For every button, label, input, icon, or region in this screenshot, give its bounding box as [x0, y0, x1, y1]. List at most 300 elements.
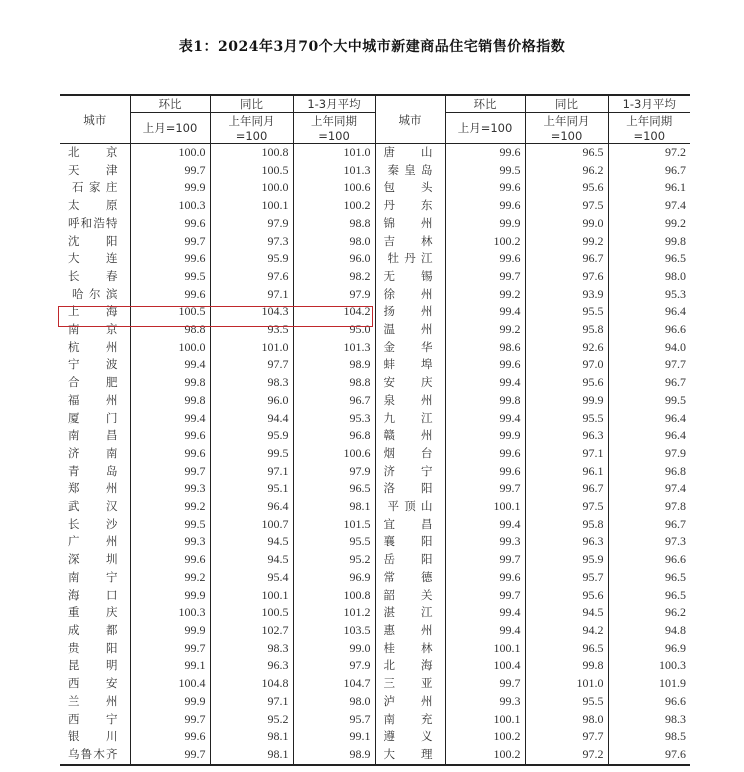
left-city-cell	[60, 693, 130, 711]
right-yoy-cell: 99.0	[525, 215, 608, 233]
right-yoy-cell: 94.2	[525, 622, 608, 640]
city-name: 徐州	[383, 286, 433, 301]
table-row	[60, 356, 690, 374]
city-name: 遵义	[383, 729, 433, 744]
city-name: 北京	[68, 145, 118, 159]
header-city-right: 城市	[375, 95, 445, 144]
right-mom-cell: 99.6	[445, 463, 525, 481]
city-name: 赣州	[383, 428, 433, 443]
left-avg-cell: 95.2	[293, 551, 375, 569]
left-avg-cell: 103.5	[293, 622, 375, 640]
right-avg-cell: 96.2	[608, 604, 690, 622]
left-mom-cell: 99.8	[130, 374, 210, 392]
right-city-cell	[375, 693, 445, 711]
table-row	[60, 480, 690, 498]
right-avg-cell: 96.6	[608, 551, 690, 569]
left-mom-cell: 100.3	[130, 604, 210, 622]
right-city-cell	[375, 604, 445, 622]
right-yoy-cell: 95.8	[525, 321, 608, 339]
left-mom-cell: 99.1	[130, 657, 210, 675]
city-name: 岳阳	[383, 552, 433, 567]
left-city-cell	[60, 427, 130, 445]
left-city-cell	[60, 179, 130, 197]
city-name: 烟台	[383, 445, 433, 460]
left-city-cell	[60, 480, 130, 498]
left-city-cell	[60, 746, 130, 765]
right-yoy-cell: 96.3	[525, 427, 608, 445]
table-row	[60, 303, 690, 321]
city-name: 大连	[68, 251, 118, 266]
left-mom-cell: 99.6	[130, 250, 210, 268]
right-avg-cell: 96.4	[608, 303, 690, 321]
header-row-1	[60, 95, 690, 113]
right-mom-cell: 99.7	[445, 551, 525, 569]
city-name: 长春	[68, 268, 118, 283]
table-row	[60, 197, 690, 215]
city-name: 无锡	[383, 268, 433, 283]
left-city-cell	[60, 463, 130, 481]
right-mom-cell: 99.3	[445, 533, 525, 551]
left-mom-cell: 99.5	[130, 516, 210, 534]
city-name: 温州	[383, 322, 433, 337]
right-yoy-cell: 96.2	[525, 162, 608, 180]
right-mom-cell: 99.6	[445, 144, 525, 162]
right-yoy-cell: 96.1	[525, 463, 608, 481]
city-name: 上海	[68, 304, 118, 319]
right-city-cell	[375, 675, 445, 693]
right-yoy-cell: 95.5	[525, 410, 608, 428]
city-name: 安庆	[383, 375, 433, 390]
city-name: 银川	[68, 729, 118, 744]
left-avg-cell: 98.1	[293, 498, 375, 516]
left-avg-cell: 95.3	[293, 410, 375, 428]
table-row	[60, 321, 690, 339]
left-avg-cell: 98.8	[293, 215, 375, 233]
right-yoy-cell: 99.9	[525, 392, 608, 410]
city-name: 韶关	[383, 587, 433, 602]
right-yoy-cell: 97.5	[525, 498, 608, 516]
right-mom-cell: 99.6	[445, 197, 525, 215]
left-yoy-cell: 96.0	[210, 392, 293, 410]
right-city-cell	[375, 551, 445, 569]
table-row	[60, 657, 690, 675]
right-yoy-cell: 94.5	[525, 604, 608, 622]
city-name: 沈阳	[68, 233, 118, 248]
left-city-cell	[60, 268, 130, 286]
city-name: 九江	[383, 410, 433, 425]
left-yoy-cell: 98.1	[210, 746, 293, 765]
right-city-cell	[375, 233, 445, 251]
right-city-cell	[375, 516, 445, 534]
left-yoy-cell: 99.5	[210, 445, 293, 463]
left-city-cell	[60, 250, 130, 268]
table-row	[60, 250, 690, 268]
right-city-cell	[375, 498, 445, 516]
left-city-cell	[60, 604, 130, 622]
left-avg-cell: 101.3	[293, 162, 375, 180]
city-name: 牡丹江	[387, 251, 433, 266]
left-avg-cell: 97.9	[293, 286, 375, 304]
table-row	[60, 728, 690, 746]
left-avg-cell: 99.1	[293, 728, 375, 746]
right-mom-cell: 99.7	[445, 268, 525, 286]
right-yoy-cell: 97.1	[525, 445, 608, 463]
left-mom-cell: 99.2	[130, 498, 210, 516]
left-mom-cell: 99.9	[130, 179, 210, 197]
right-mom-cell: 99.3	[445, 693, 525, 711]
table-row	[60, 339, 690, 357]
right-yoy-cell: 97.0	[525, 356, 608, 374]
right-mom-cell: 99.7	[445, 480, 525, 498]
header-avg-left: 1-3月平均	[293, 95, 375, 113]
left-avg-cell: 104.7	[293, 675, 375, 693]
left-yoy-cell: 95.1	[210, 480, 293, 498]
city-name: 洛阳	[383, 481, 433, 496]
left-yoy-cell: 93.5	[210, 321, 293, 339]
city-name: 重庆	[68, 605, 118, 620]
left-mom-cell: 99.8	[130, 392, 210, 410]
right-yoy-cell: 99.8	[525, 657, 608, 675]
left-mom-cell: 99.6	[130, 728, 210, 746]
left-city-cell	[60, 498, 130, 516]
right-mom-cell: 99.4	[445, 604, 525, 622]
table-row	[60, 144, 690, 162]
left-avg-cell: 99.0	[293, 640, 375, 658]
right-city-cell	[375, 587, 445, 605]
left-avg-cell: 100.6	[293, 179, 375, 197]
right-mom-cell: 99.4	[445, 622, 525, 640]
left-mom-cell: 99.3	[130, 533, 210, 551]
right-avg-cell: 98.3	[608, 711, 690, 729]
right-avg-cell: 97.2	[608, 144, 690, 162]
left-city-cell	[60, 144, 130, 162]
right-avg-cell: 100.3	[608, 657, 690, 675]
city-name: 哈尔滨	[72, 286, 118, 301]
header-mom-base-left: 上月=100	[130, 113, 210, 144]
header-avg-base-left: 上年同期=100	[293, 113, 375, 144]
left-mom-cell: 99.9	[130, 587, 210, 605]
city-name: 大理	[383, 746, 433, 761]
left-mom-cell: 98.8	[130, 321, 210, 339]
left-city-cell	[60, 675, 130, 693]
right-yoy-cell: 96.7	[525, 250, 608, 268]
left-mom-cell: 99.6	[130, 427, 210, 445]
table-row	[60, 268, 690, 286]
header-yoy-base-left: 上年同月=100	[210, 113, 293, 144]
left-avg-cell: 98.8	[293, 374, 375, 392]
right-yoy-cell: 97.7	[525, 728, 608, 746]
city-name: 西宁	[68, 711, 118, 726]
left-mom-cell: 100.3	[130, 197, 210, 215]
city-name: 昆明	[68, 658, 118, 673]
city-name: 太原	[68, 198, 118, 213]
table-row	[60, 374, 690, 392]
left-city-cell	[60, 587, 130, 605]
right-city-cell	[375, 197, 445, 215]
right-mom-cell: 99.6	[445, 250, 525, 268]
right-mom-cell: 99.2	[445, 321, 525, 339]
left-mom-cell: 99.9	[130, 693, 210, 711]
city-name: 南昌	[68, 428, 118, 443]
left-mom-cell: 99.4	[130, 410, 210, 428]
left-avg-cell: 97.9	[293, 463, 375, 481]
right-yoy-cell: 92.6	[525, 339, 608, 357]
left-city-cell	[60, 303, 130, 321]
left-avg-cell: 101.2	[293, 604, 375, 622]
table-row	[60, 640, 690, 658]
left-city-cell	[60, 533, 130, 551]
right-avg-cell: 97.4	[608, 480, 690, 498]
left-city-cell	[60, 711, 130, 729]
left-mom-cell: 99.6	[130, 551, 210, 569]
city-name: 丹东	[383, 198, 433, 213]
table-row	[60, 215, 690, 233]
left-mom-cell: 99.6	[130, 286, 210, 304]
right-city-cell	[375, 445, 445, 463]
city-name: 乌鲁木齐	[68, 746, 118, 761]
right-mom-cell: 99.8	[445, 392, 525, 410]
right-avg-cell: 99.2	[608, 215, 690, 233]
right-avg-cell: 96.4	[608, 410, 690, 428]
city-name: 吉林	[383, 233, 433, 248]
left-yoy-cell: 100.1	[210, 587, 293, 605]
city-name: 海口	[68, 587, 118, 602]
right-avg-cell: 96.7	[608, 162, 690, 180]
left-yoy-cell: 94.4	[210, 410, 293, 428]
left-city-cell	[60, 569, 130, 587]
right-yoy-cell: 101.0	[525, 675, 608, 693]
left-city-cell	[60, 233, 130, 251]
left-yoy-cell: 98.3	[210, 374, 293, 392]
city-name: 秦皇岛	[387, 162, 433, 177]
left-city-cell	[60, 657, 130, 675]
city-name: 南京	[68, 322, 118, 337]
header-yoy-base-right: 上年同月=100	[525, 113, 608, 144]
left-avg-cell: 96.7	[293, 392, 375, 410]
city-name: 唐山	[383, 145, 433, 159]
city-name: 呼和浩特	[68, 215, 118, 230]
left-city-cell	[60, 516, 130, 534]
right-city-cell	[375, 250, 445, 268]
header-yoy-left: 同比	[210, 95, 293, 113]
right-mom-cell: 99.9	[445, 215, 525, 233]
table-row	[60, 392, 690, 410]
right-city-cell	[375, 286, 445, 304]
left-avg-cell: 100.8	[293, 587, 375, 605]
city-name: 平顶山	[387, 499, 433, 514]
left-yoy-cell: 100.5	[210, 604, 293, 622]
left-avg-cell: 96.8	[293, 427, 375, 445]
right-yoy-cell: 95.6	[525, 374, 608, 392]
left-city-cell	[60, 551, 130, 569]
left-city-cell	[60, 215, 130, 233]
right-mom-cell: 100.1	[445, 711, 525, 729]
left-city-cell	[60, 321, 130, 339]
right-avg-cell: 98.0	[608, 268, 690, 286]
left-yoy-cell: 94.5	[210, 533, 293, 551]
city-name: 湛江	[383, 605, 433, 620]
left-city-cell	[60, 640, 130, 658]
left-mom-cell: 100.4	[130, 675, 210, 693]
table-title: 表1：2024年3月70个大中城市新建商品住宅销售价格指数	[178, 39, 566, 55]
table-row	[60, 162, 690, 180]
right-city-cell	[375, 427, 445, 445]
left-yoy-cell: 96.4	[210, 498, 293, 516]
table-row	[60, 693, 690, 711]
right-avg-cell: 96.7	[608, 374, 690, 392]
right-city-cell	[375, 533, 445, 551]
left-avg-cell: 96.0	[293, 250, 375, 268]
left-avg-cell: 104.2	[293, 303, 375, 321]
right-mom-cell: 100.1	[445, 498, 525, 516]
left-mom-cell: 99.7	[130, 162, 210, 180]
right-yoy-cell: 95.5	[525, 303, 608, 321]
left-yoy-cell: 100.7	[210, 516, 293, 534]
table-row	[60, 551, 690, 569]
left-avg-cell: 96.9	[293, 569, 375, 587]
table-row	[60, 498, 690, 516]
city-name: 成都	[68, 622, 118, 637]
right-avg-cell: 94.8	[608, 622, 690, 640]
left-mom-cell: 100.0	[130, 144, 210, 162]
city-name: 郑州	[68, 481, 118, 496]
left-yoy-cell: 96.3	[210, 657, 293, 675]
right-avg-cell: 96.9	[608, 640, 690, 658]
right-yoy-cell: 96.5	[525, 144, 608, 162]
right-city-cell	[375, 657, 445, 675]
header-mom-right: 环比	[445, 95, 525, 113]
left-mom-cell: 99.7	[130, 463, 210, 481]
right-avg-cell: 97.9	[608, 445, 690, 463]
table-row	[60, 516, 690, 534]
left-mom-cell: 99.3	[130, 480, 210, 498]
table-row	[60, 675, 690, 693]
left-yoy-cell: 100.1	[210, 197, 293, 215]
table-row	[60, 622, 690, 640]
right-avg-cell: 96.5	[608, 569, 690, 587]
right-mom-cell: 99.4	[445, 410, 525, 428]
left-yoy-cell: 100.0	[210, 179, 293, 197]
left-city-cell	[60, 374, 130, 392]
city-name: 南充	[383, 711, 433, 726]
left-mom-cell: 99.7	[130, 640, 210, 658]
left-avg-cell: 101.0	[293, 144, 375, 162]
left-yoy-cell: 97.1	[210, 693, 293, 711]
table-row	[60, 445, 690, 463]
left-yoy-cell: 98.1	[210, 728, 293, 746]
city-name: 合肥	[68, 375, 118, 390]
left-yoy-cell: 97.1	[210, 286, 293, 304]
right-avg-cell: 97.3	[608, 533, 690, 551]
header-avg-right: 1-3月平均	[608, 95, 690, 113]
left-city-cell	[60, 392, 130, 410]
city-name: 泸州	[383, 693, 433, 708]
city-name: 北海	[383, 658, 433, 673]
city-name: 锦州	[383, 215, 433, 230]
right-yoy-cell: 95.9	[525, 551, 608, 569]
right-mom-cell: 99.5	[445, 162, 525, 180]
right-mom-cell: 100.4	[445, 657, 525, 675]
right-city-cell	[375, 728, 445, 746]
left-avg-cell: 95.7	[293, 711, 375, 729]
city-name: 武汉	[68, 499, 118, 514]
city-name: 南宁	[68, 569, 118, 584]
right-avg-cell: 95.3	[608, 286, 690, 304]
right-avg-cell: 96.5	[608, 250, 690, 268]
left-avg-cell: 98.9	[293, 746, 375, 765]
right-avg-cell: 99.8	[608, 233, 690, 251]
city-name: 金华	[383, 339, 433, 354]
left-yoy-cell: 97.6	[210, 268, 293, 286]
right-avg-cell: 98.5	[608, 728, 690, 746]
city-name: 扬州	[383, 304, 433, 319]
right-city-cell	[375, 374, 445, 392]
right-yoy-cell: 95.6	[525, 587, 608, 605]
left-mom-cell: 99.9	[130, 622, 210, 640]
right-avg-cell: 99.5	[608, 392, 690, 410]
right-city-cell	[375, 162, 445, 180]
right-mom-cell: 99.6	[445, 569, 525, 587]
city-name: 济宁	[383, 463, 433, 478]
left-yoy-cell: 98.3	[210, 640, 293, 658]
right-avg-cell: 96.5	[608, 587, 690, 605]
city-name: 宜昌	[383, 516, 433, 531]
right-mom-cell: 99.6	[445, 445, 525, 463]
right-avg-cell: 96.1	[608, 179, 690, 197]
city-name: 宁波	[68, 357, 118, 372]
city-name: 杭州	[68, 339, 118, 354]
table-row	[60, 604, 690, 622]
right-city-cell	[375, 321, 445, 339]
left-avg-cell: 98.0	[293, 233, 375, 251]
left-mom-cell: 99.7	[130, 746, 210, 765]
city-name: 福州	[68, 392, 118, 407]
city-name: 兰州	[68, 693, 118, 708]
table-row	[60, 463, 690, 481]
right-city-cell	[375, 463, 445, 481]
left-yoy-cell: 100.5	[210, 162, 293, 180]
right-mom-cell: 99.6	[445, 356, 525, 374]
left-avg-cell: 100.2	[293, 197, 375, 215]
city-name: 泉州	[383, 392, 433, 407]
right-mom-cell: 100.2	[445, 728, 525, 746]
right-yoy-cell: 96.3	[525, 533, 608, 551]
left-mom-cell: 99.4	[130, 356, 210, 374]
table-row	[60, 410, 690, 428]
left-yoy-cell: 100.8	[210, 144, 293, 162]
right-avg-cell: 101.9	[608, 675, 690, 693]
city-name: 青岛	[68, 463, 118, 478]
right-city-cell	[375, 303, 445, 321]
left-city-cell	[60, 445, 130, 463]
right-city-cell	[375, 215, 445, 233]
right-mom-cell: 99.7	[445, 675, 525, 693]
left-yoy-cell: 95.2	[210, 711, 293, 729]
right-city-cell	[375, 144, 445, 162]
table-row	[60, 746, 690, 765]
left-avg-cell: 95.5	[293, 533, 375, 551]
right-city-cell	[375, 339, 445, 357]
left-city-cell	[60, 728, 130, 746]
right-yoy-cell: 98.0	[525, 711, 608, 729]
right-yoy-cell: 97.2	[525, 746, 608, 765]
right-avg-cell: 97.8	[608, 498, 690, 516]
right-mom-cell: 100.1	[445, 640, 525, 658]
city-name: 桂林	[383, 640, 433, 655]
left-avg-cell: 98.0	[293, 693, 375, 711]
right-avg-cell: 96.7	[608, 516, 690, 534]
right-yoy-cell: 96.5	[525, 640, 608, 658]
